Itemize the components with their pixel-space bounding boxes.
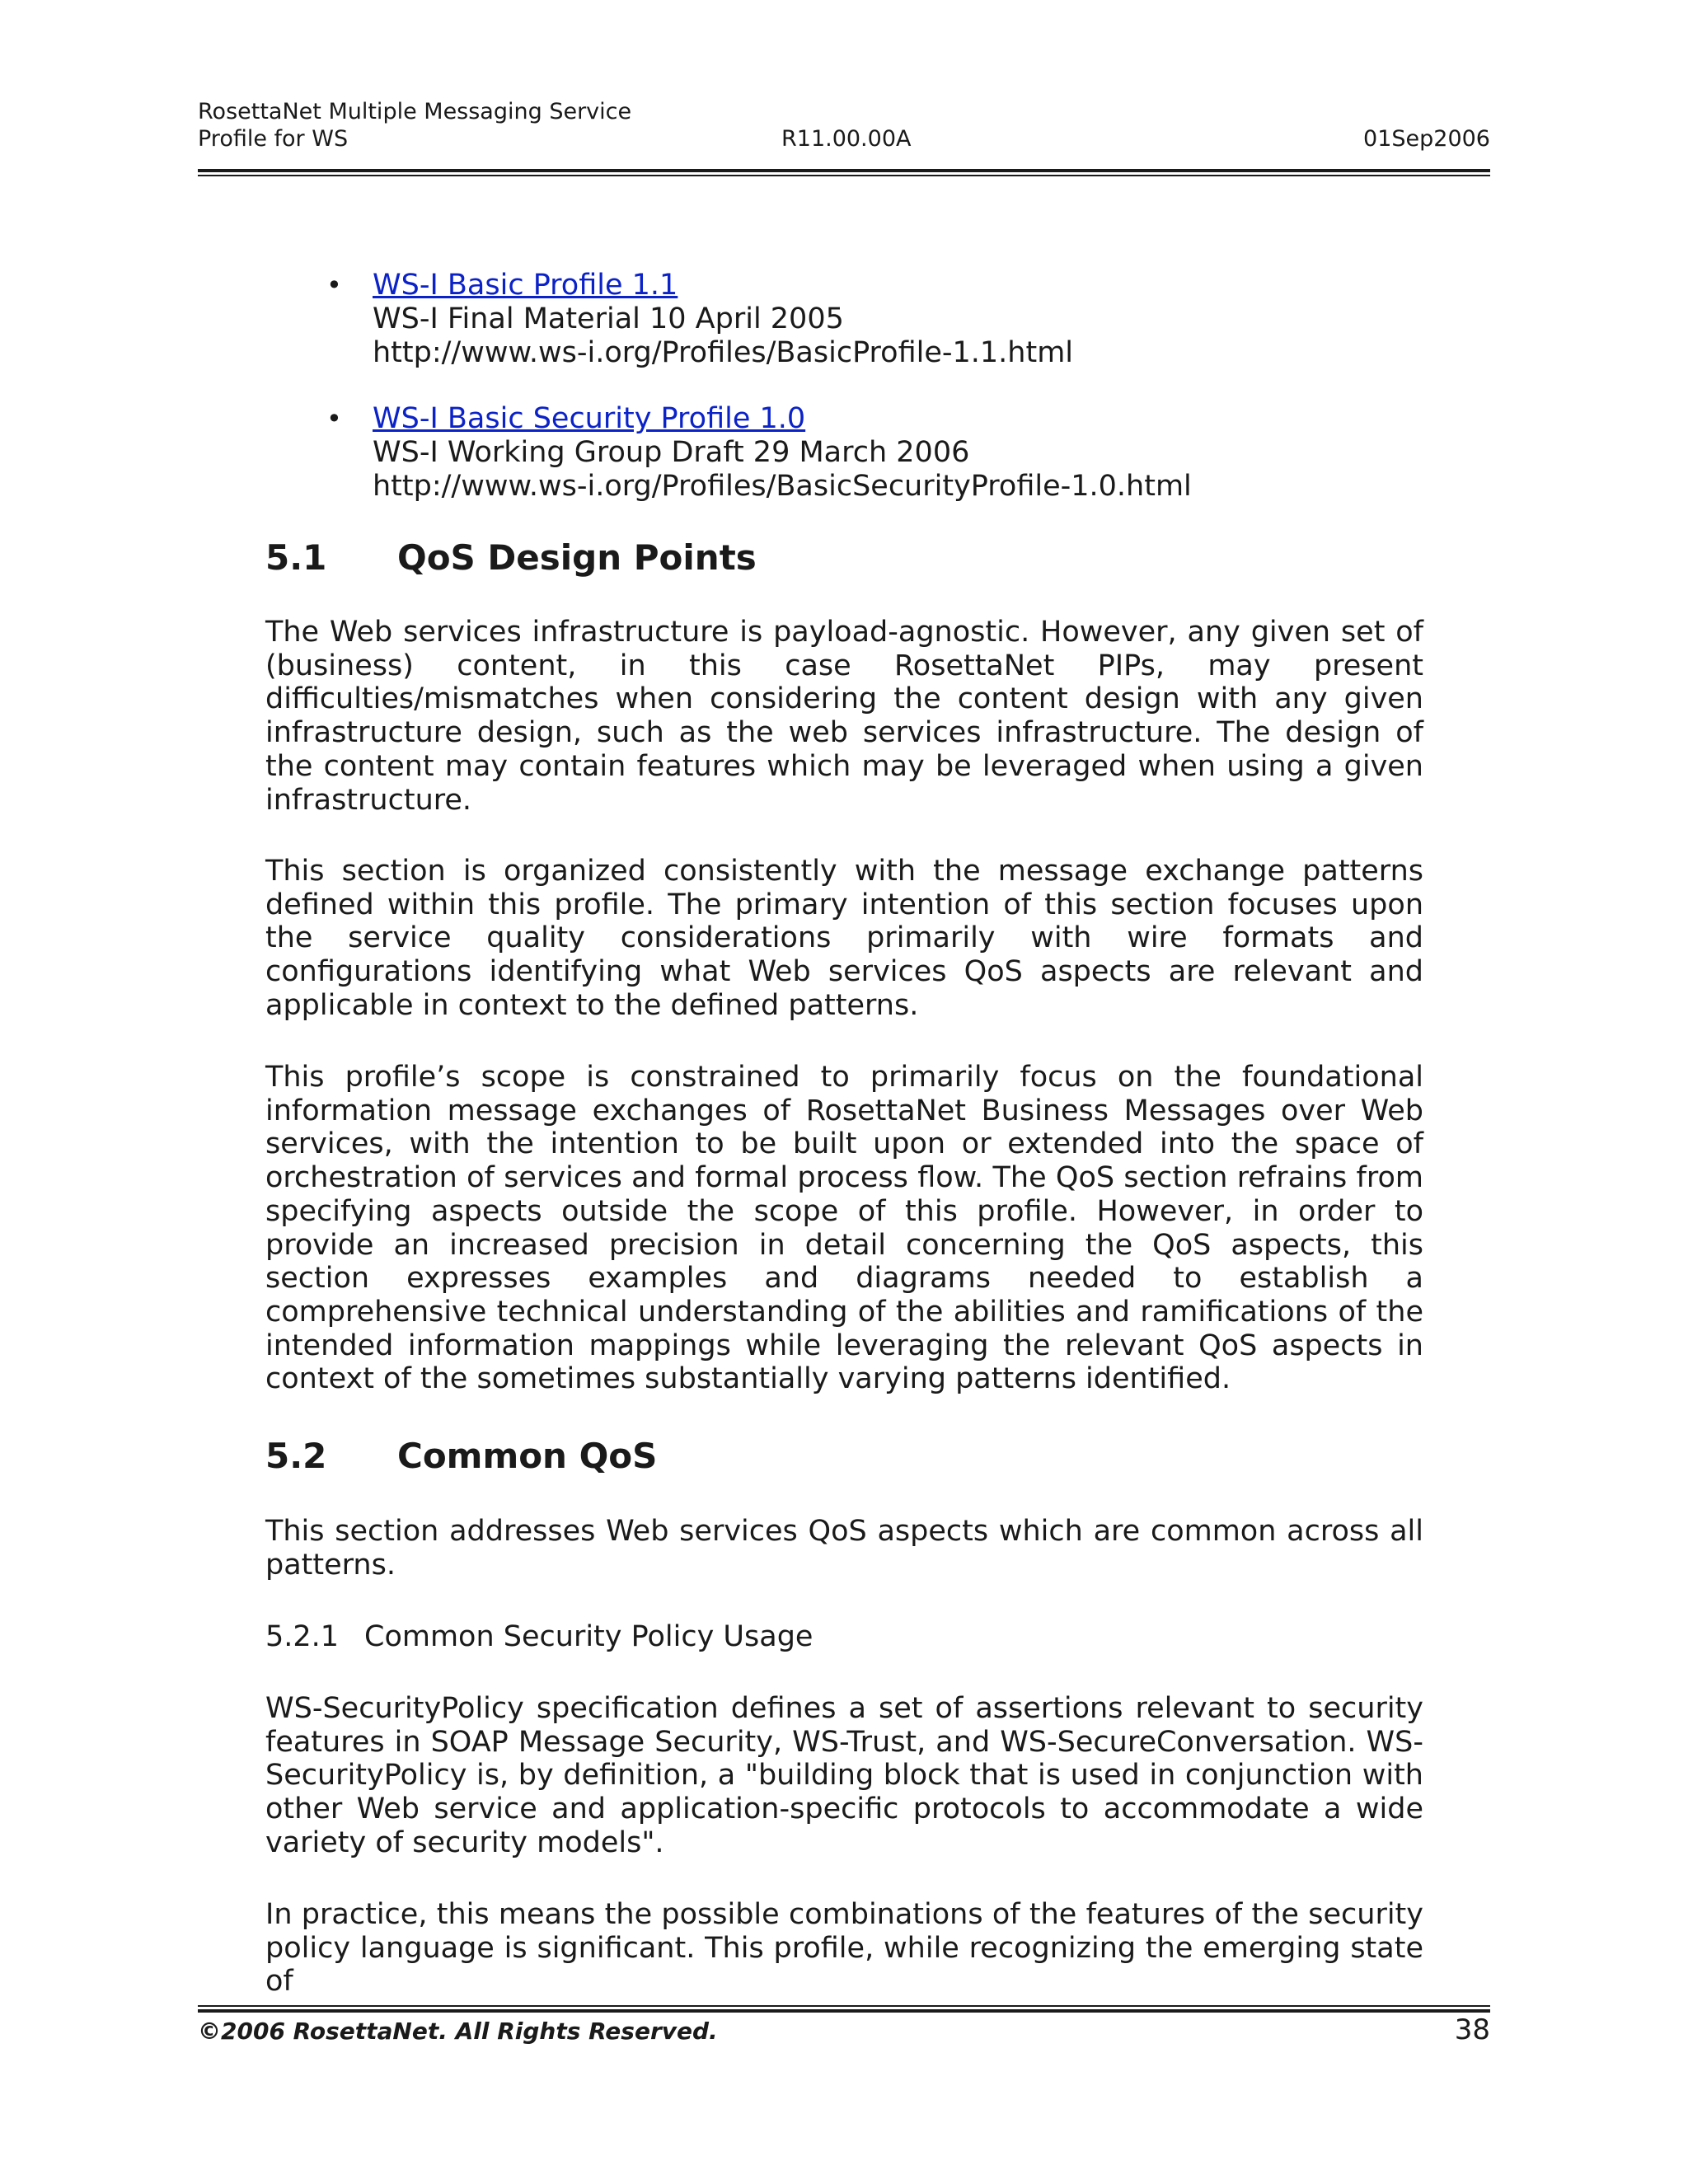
reference-link-basic-profile[interactable]: WS-I Basic Profile 1.1 [373, 269, 678, 302]
reference-status: WS-I Final Material 10 April 2005 [373, 302, 844, 335]
page-number: 38 [1454, 2013, 1490, 2046]
header-date: 01Sep2006 [1363, 126, 1490, 152]
header-revision: R11.00.00A [781, 126, 912, 152]
paragraph: The Web services infrastructure is payload-agnostic. However, any given set of (business) content, in this case RosettaNet PIPs, may present difficulties/mismatches when considering the content design with any given infrastructure design, such as the web services infrastructure. The design of the content may contain features which may be leveraged when using a given infrastructure. [265, 616, 1423, 817]
paragraph: This section addresses Web services QoS aspects which are common across all patterns. [265, 1515, 1423, 1582]
subsection-title: Common Security Policy Usage [364, 1620, 814, 1653]
reference-item [326, 269, 1074, 370]
section-heading-5-1 [265, 537, 757, 578]
section-heading-5-2 [265, 1436, 657, 1476]
section-title: Common QoS [397, 1436, 658, 1476]
footer-rule-thick [198, 2009, 1490, 2013]
bullet-icon: • [326, 269, 342, 301]
paragraph: In practice, this means the possible combinations of the features of the security policy language is significant. This profile, while recognizing the emerging state of [265, 1898, 1423, 1999]
reference-link-basic-security-profile[interactable]: WS-I Basic Security Profile 1.0 [373, 402, 806, 435]
reference-url: http://www.ws-i.org/Profiles/BasicProfile-1.1.html [373, 336, 1074, 369]
reference-item [326, 402, 1192, 504]
subsection-heading-5-2-1 [265, 1620, 813, 1653]
header-rule-thin [198, 175, 1490, 176]
paragraph: This profile’s scope is constrained to primarily focus on the foundational information message exchanges of RosettaNet Business Messages over Web services, with the intention to be built upon or extended into the space of orchestration of services and formal process flow. The QoS section refrains from specifying aspects outside the scope of this profile. However, in order to provide an increased precision in detail concerning the QoS aspects, this section expresses examples and diagrams needed to establish a comprehensive technical understanding of the abilities and ramifications of the intended information mappings while leveraging the relevant QoS aspects in context of the sometimes substantially varying patterns identified. [265, 1061, 1423, 1396]
footer-rule-thin [198, 2005, 1490, 2007]
footer-copyright: ©2006 RosettaNet. All Rights Reserved. [198, 2018, 718, 2045]
section-title: QoS Design Points [397, 537, 757, 578]
paragraph: This section is organized consistently with the message exchange patterns defined within this profile. The primary intention of this section focuses upon the service quality considerations primarily with wire formats and configurations identifying what Web services QoS aspects are relevant and applicable in context to the defined patterns. [265, 855, 1423, 1022]
paragraph: WS-SecurityPolicy specification defines a set of assertions relevant to security features in SOAP Message Security, WS-Trust, and WS-SecureConversation. WS-SecurityPolicy is, by definition, a "building block that is used in conjunction with other Web service and application-specific protocols to accommodate a wide variety of security models". [265, 1692, 1423, 1859]
header-title-line1: RosettaNet Multiple Messaging Service [198, 99, 632, 124]
header-rule-thick [198, 169, 1490, 172]
section-number: 5.2 [265, 1436, 327, 1476]
bullet-icon: • [326, 403, 342, 434]
reference-url: http://www.ws-i.org/Profiles/BasicSecurityProfile-1.0.html [373, 470, 1192, 503]
section-number: 5.1 [265, 537, 327, 578]
reference-status: WS-I Working Group Draft 29 March 2006 [373, 436, 970, 469]
subsection-number: 5.2.1 [265, 1620, 340, 1653]
header-title-line2: Profile for WS [198, 126, 349, 152]
